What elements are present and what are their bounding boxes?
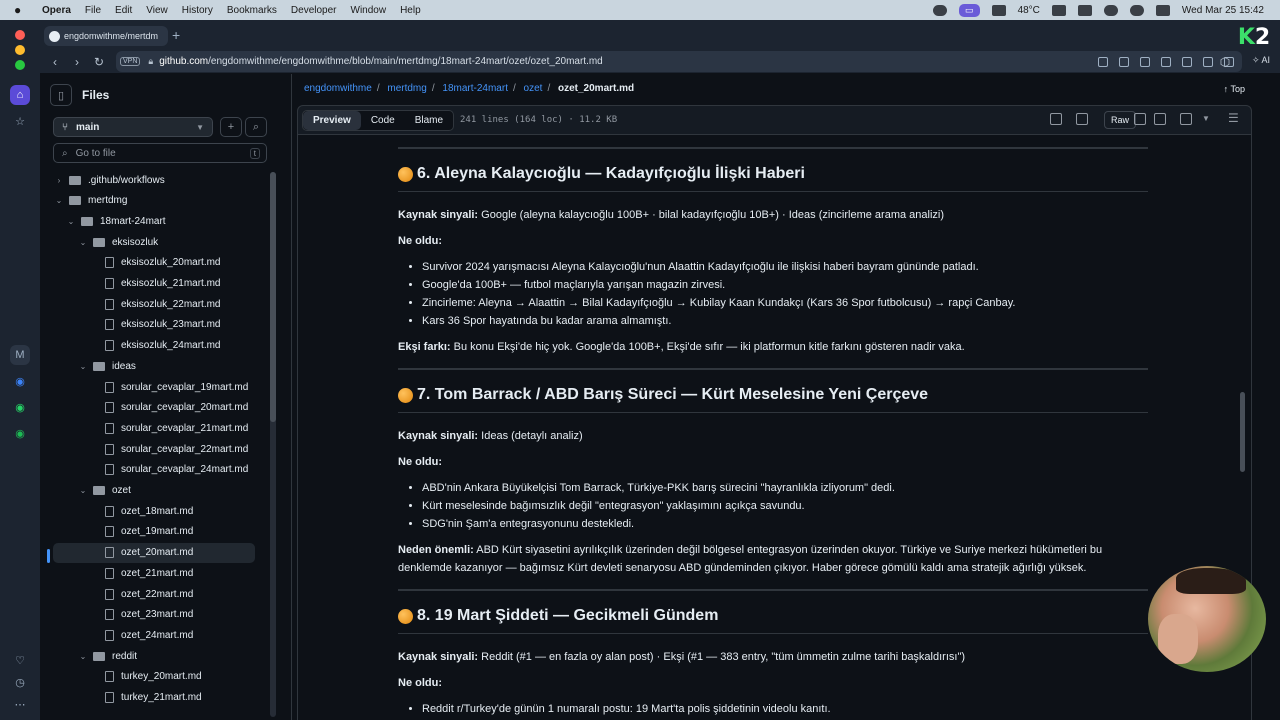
file-row[interactable] <box>53 460 255 480</box>
ai-button[interactable]: ✧ AI <box>1251 55 1270 65</box>
file-icon <box>105 547 114 558</box>
note-label: Neden önemli: <box>398 544 474 556</box>
back-icon[interactable]: ‹ <box>53 54 57 69</box>
file-row[interactable] <box>53 667 255 687</box>
edit-icon[interactable] <box>1180 113 1192 125</box>
file-icon <box>105 671 114 682</box>
send-icon[interactable] <box>1161 57 1171 67</box>
section-heading-text: 7. Tom Barrack / ABD Barış Süreci — Kürt Meselesine Yeni Çerçeve <box>417 386 929 403</box>
gmail-icon[interactable]: M <box>10 345 30 365</box>
close-window-icon[interactable] <box>15 30 25 40</box>
tree-item-label: mertdmg <box>88 195 128 207</box>
file-row[interactable] <box>53 563 255 583</box>
copilot-icon[interactable] <box>1076 113 1088 125</box>
hair <box>1176 568 1246 594</box>
folder-row[interactable] <box>53 481 255 501</box>
file-row[interactable] <box>53 501 255 521</box>
file-tree-panel <box>40 74 292 720</box>
tree-item-label: eksisozluk_21mart.md <box>121 278 221 289</box>
camera-icon[interactable] <box>1119 57 1129 67</box>
horizontal-rule <box>398 589 1148 591</box>
chevron-down-icon[interactable]: ⌄ <box>67 216 75 226</box>
orange-emoji-icon <box>398 609 413 624</box>
menu-history[interactable]: History <box>181 4 213 16</box>
extensions-icon[interactable]: ⬡ <box>1219 55 1231 69</box>
file-icon <box>105 423 114 434</box>
file-icon <box>105 340 114 351</box>
folder-icon <box>81 217 93 226</box>
new-tab-button[interactable]: + <box>172 27 181 43</box>
file-icon <box>105 506 114 517</box>
webcam-overlay <box>1148 566 1266 672</box>
orange-emoji-icon <box>398 388 413 403</box>
tab-title: engdomwithme/mertdm <box>64 31 159 41</box>
file-icon <box>105 464 114 475</box>
menu-developer[interactable]: Developer <box>290 4 337 16</box>
tree-item-label: .github/workflows <box>88 174 165 186</box>
collapse-sidebar-button[interactable]: ▯ <box>50 84 72 106</box>
file-icon <box>105 319 114 330</box>
folder-row[interactable] <box>53 232 255 252</box>
moon-icon[interactable] <box>1130 5 1144 16</box>
source-signal-label: Kaynak sinyali: <box>398 651 479 663</box>
tree-item-label: turkey_21mart.md <box>121 692 202 703</box>
menu-bar <box>0 0 1280 20</box>
section-heading-text: 8. 19 Mart Şiddeti — Gecikmeli Gündem <box>417 607 719 624</box>
bullet-list <box>398 479 1148 533</box>
breadcrumb-link[interactable]: 18mart-24mart <box>442 83 508 94</box>
tab-blame[interactable]: Blame <box>414 115 444 126</box>
chevron-right-icon[interactable]: › <box>57 175 61 185</box>
file-icon <box>105 278 114 289</box>
file-row[interactable] <box>53 315 255 335</box>
heart-icon[interactable] <box>1182 57 1192 67</box>
outline-icon[interactable]: ☰ <box>1228 111 1239 125</box>
list-item: • Survivor 2024 yarışmacısı Aleyna Kalaycıoğlu'nun Alaattin Kadayıfçıoğlu ile ilişkisi haberi bayram gününde patladı. <box>422 258 1148 276</box>
source-signal <box>398 206 1148 224</box>
folder-row[interactable] <box>53 211 255 231</box>
reload-icon[interactable]: ↻ <box>93 54 105 69</box>
tree-item-label: ozet_21mart.md <box>121 567 194 579</box>
file-row[interactable] <box>53 625 255 645</box>
markdown-content <box>297 135 1252 720</box>
source-signal <box>398 427 1148 445</box>
breadcrumb: engdomwithme / mertdmg / 18mart-24mart / ozet / ozet_20mart.md <box>304 83 635 94</box>
file-view <box>292 74 1280 720</box>
content-scrollbar[interactable] <box>1240 392 1245 472</box>
folder-row[interactable] <box>53 170 255 190</box>
note-text: Bu konu Ekşi'de hiç yok. Google'da 100B+, Ekşi'de sıfır — iki platformun kitle farkını gösteren nadir vaka. <box>453 341 965 353</box>
breadcrumb-link[interactable]: mertdmg <box>387 83 427 94</box>
menu-help[interactable]: Help <box>400 4 421 16</box>
folder-row[interactable] <box>53 191 255 211</box>
section-heading-text: 6. Aleyna Kalaycıoğlu — Kadayıfçıoğlu İlişki Haberi <box>417 165 805 182</box>
tree-item-label: sorular_cevaplar_21mart.md <box>121 422 249 434</box>
speed-dial-icon[interactable]: ☆ <box>15 115 25 128</box>
screen-record-icon[interactable]: ▭ <box>959 4 980 17</box>
menu-bookmarks[interactable]: Bookmarks <box>226 4 277 16</box>
more-icon[interactable]: ⋯ <box>14 698 26 711</box>
chevron-down-icon[interactable]: ⌄ <box>79 486 87 495</box>
what-happened-label: Ne oldu: <box>398 235 442 247</box>
tree-item-label: ozet_20mart.md <box>121 547 194 559</box>
section-note <box>398 338 1148 356</box>
list-item: • Kürt meselesinde bağımsızlık değil "entegrasyon" yaklaşımını açıkça savundu. <box>422 497 1148 515</box>
hand <box>1158 614 1198 664</box>
chevron-down-icon[interactable]: ⌄ <box>79 237 87 247</box>
branch-name: main <box>76 121 100 133</box>
adblock-icon[interactable] <box>1140 57 1150 67</box>
reader-icon[interactable] <box>1203 57 1213 67</box>
list-item: • Kars 36 Spor hayatında bu kadar arama almamıştı. <box>422 312 1148 330</box>
clock[interactable]: Wed Mar 25 15:42 <box>1181 4 1264 16</box>
raw-button[interactable]: Raw <box>1104 111 1136 129</box>
tree-item-label: ozet_19mart.md <box>121 526 194 538</box>
selection-indicator <box>47 549 50 563</box>
orange-emoji-icon <box>398 167 413 182</box>
apple-icon[interactable]: ● <box>14 3 22 17</box>
minimize-window-icon[interactable] <box>15 45 25 55</box>
keyboard-icon[interactable] <box>1052 5 1066 16</box>
opera-sidebar <box>0 20 40 720</box>
note-text: ABD Kürt siyasetini ayrılıkçılık üzerinden değil bölgesel entegrasyon üzerinden okuyor. Türkiye ve Suriye merkezi hükümetleri bu denklemde kazanıyor — bağımsız Kürt devleti senaryosu ABD gündeminden çıkıyor. Haber görece gömülü kaldı ama stratejik ağırlığı yüksek. <box>398 544 1103 574</box>
source-signal-text: Reddit (#1 — en fazla oy alan post) · Ekşi (#1 — 383 entry, "tüm ümmetin zulme tarihi başkaldırısı") <box>481 651 966 663</box>
tab-strip <box>40 20 1280 50</box>
zoom-window-icon[interactable] <box>15 60 25 70</box>
tree-item-label: ozet_23mart.md <box>121 609 194 621</box>
shield-icon[interactable] <box>992 5 1006 16</box>
what-happened <box>398 453 1148 471</box>
tree-item-label: sorular_cevaplar_22mart.md <box>121 443 249 455</box>
share-icon[interactable] <box>1098 57 1108 67</box>
source-signal-text: Ideas (detaylı analiz) <box>481 430 583 442</box>
tree-item-label: turkey_20mart.md <box>121 671 202 683</box>
temperature-readout[interactable]: 48°C <box>1017 4 1040 16</box>
bullet-list <box>398 258 1148 330</box>
source-signal-label: Kaynak sinyali: <box>398 430 479 442</box>
tree-item-label: ideas <box>112 360 136 372</box>
markdown-body <box>398 135 1148 718</box>
whatsapp-icon[interactable]: ◉ <box>15 401 25 414</box>
source-signal-label: Kaynak sinyali: <box>398 209 479 221</box>
folder-icon <box>93 652 105 661</box>
horizontal-rule <box>398 368 1148 370</box>
tree-item-label: ozet <box>112 485 131 496</box>
messenger-icon[interactable]: ◉ <box>15 375 25 388</box>
status-icon[interactable] <box>933 5 947 16</box>
tree-item-label: ozet_22mart.md <box>121 588 194 600</box>
file-row[interactable] <box>53 605 255 625</box>
tree-item-label: sorular_cevaplar_20mart.md <box>121 402 249 414</box>
folder-row[interactable] <box>53 646 255 666</box>
tree-item-label: eksisozluk_22mart.md <box>121 298 221 310</box>
forward-icon[interactable]: › <box>75 54 79 69</box>
what-happened-label: Ne oldu: <box>398 456 442 468</box>
list-item: • Google'da 100B+ — futbol maçlarıyla yarışan magazin zirvesi. <box>422 276 1148 294</box>
chevron-down-icon: ▼ <box>196 122 204 132</box>
battery-icon[interactable] <box>1078 5 1092 16</box>
file-icon <box>105 692 114 703</box>
source-signal <box>398 648 1148 666</box>
branch-selector[interactable] <box>53 117 213 137</box>
tree-item-label: reddit <box>112 650 138 662</box>
add-file-button[interactable]: + <box>220 117 242 137</box>
file-row[interactable] <box>53 336 255 356</box>
file-row[interactable] <box>53 584 255 604</box>
tab-code[interactable]: Code <box>370 115 395 126</box>
files-title: Files <box>82 88 110 102</box>
url-text[interactable]: github.com/engdomwithme/engdomwithme/blob/main/mertdmg/18mart-24mart/ozet/ozet_20mart.md <box>159 56 603 67</box>
spotify-icon[interactable]: ◉ <box>15 427 25 440</box>
folder-icon <box>93 238 105 247</box>
note-label: Ekşi farkı: <box>398 341 451 353</box>
file-info: 241 lines (164 loc) · 11.2 KB <box>460 115 618 125</box>
file-row[interactable] <box>53 688 255 708</box>
tree-item-label: 18mart-24mart <box>100 215 166 227</box>
search-button[interactable]: ⌕ <box>245 117 267 137</box>
file-toolbar <box>297 105 1252 135</box>
top-button[interactable]: ↑ Top <box>1223 84 1245 94</box>
folder-icon <box>93 486 105 495</box>
branch-icon: ⑂ <box>62 121 68 133</box>
control-center-icon[interactable] <box>1156 5 1170 16</box>
menu-edit[interactable]: Edit <box>115 4 133 16</box>
list-item: • Zincirleme: Aleyna → Alaattin → Bilal Kadayıfçıoğlu → Kubilay Kaan Kundakçı (Kars 36 Spor futbolcusu) → rapçi Canbay. <box>422 294 1148 312</box>
tree-item-label: ozet_24mart.md <box>121 629 194 641</box>
list-item: • Reddit r/Turkey'de günün 1 numaralı postu: 19 Mart'ta polis şiddetinin videolu kanıtı. <box>422 700 1148 718</box>
chevron-down-icon[interactable]: ⌄ <box>79 651 87 661</box>
file-row[interactable] <box>53 377 255 397</box>
tree-item-label: eksisozluk <box>112 236 159 248</box>
history-icon[interactable]: ◷ <box>15 676 25 689</box>
browser-tab[interactable] <box>44 26 168 46</box>
file-icon <box>105 589 114 600</box>
section-note <box>398 541 1148 577</box>
shortcut-key: t <box>250 148 260 159</box>
source-signal-text: Google (aleyna kalaycıoğlu 100B+ · bilal kadayıfçıoğlu 10B+) · Ideas (zincirleme arama analizi) <box>481 209 945 221</box>
file-icon <box>105 257 114 268</box>
menu-view[interactable]: View <box>146 4 168 16</box>
heart-icon[interactable]: ♡ <box>15 654 25 667</box>
file-icon <box>105 630 114 641</box>
folder-icon <box>69 176 81 185</box>
file-row[interactable] <box>53 253 255 273</box>
copy-icon[interactable] <box>1134 113 1146 125</box>
folder-icon <box>69 196 81 205</box>
home-icon[interactable]: ⌂ <box>10 85 30 105</box>
file-row[interactable] <box>53 418 255 438</box>
tab-preview[interactable]: Preview <box>303 111 361 130</box>
file-row[interactable] <box>53 522 255 542</box>
what-happened-label: Ne oldu: <box>398 677 442 689</box>
file-icon <box>105 382 114 393</box>
go-to-file-input[interactable] <box>53 143 267 163</box>
lock-icon[interactable]: 🔒︎ <box>148 56 154 66</box>
github-icon <box>49 31 60 42</box>
file-tree-scrollbar[interactable] <box>270 172 276 717</box>
breadcrumb-link[interactable]: ozet <box>523 83 543 94</box>
menu-file[interactable]: File <box>84 4 102 16</box>
go-to-file-placeholder: Go to file <box>75 147 116 159</box>
list-item: • ABD'nin Ankara Büyükelçisi Tom Barrack, Türkiye-PKK barış sürecini "hayranlıkla izliyorum" dedi. <box>422 479 1148 497</box>
file-icon <box>105 526 114 537</box>
horizontal-rule <box>398 147 1148 149</box>
file-row[interactable] <box>53 274 255 294</box>
menu-window[interactable]: Window <box>350 4 387 16</box>
chevron-down-icon[interactable]: ⌄ <box>79 361 87 371</box>
file-icon <box>105 609 114 620</box>
bullet-list <box>398 700 1148 718</box>
tree-item-label: ozet_18mart.md <box>121 505 194 517</box>
vpn-badge[interactable]: VPN <box>120 57 140 66</box>
what-happened <box>398 232 1148 250</box>
tree-item-label: sorular_cevaplar_19mart.md <box>121 381 249 393</box>
what-happened <box>398 674 1148 692</box>
file-row[interactable] <box>53 398 255 418</box>
tree-item-label: sorular_cevaplar_24mart.md <box>121 464 249 476</box>
menu-app-opera[interactable]: Opera <box>42 4 71 16</box>
file-icon <box>105 402 114 413</box>
url-field[interactable] <box>116 51 1242 72</box>
chevron-down-icon[interactable]: ⌄ <box>55 196 63 206</box>
open-folder-icon[interactable] <box>1050 113 1062 125</box>
section-heading <box>398 163 1148 192</box>
breadcrumb-current: ozet_20mart.md <box>558 83 635 94</box>
file-row[interactable] <box>53 543 255 563</box>
file-icon <box>105 444 114 455</box>
breadcrumb-link[interactable]: engdomwithme <box>304 83 372 94</box>
play-icon[interactable] <box>1104 5 1118 16</box>
file-icon <box>105 568 114 579</box>
list-item: • SDG'nin Şam'a entegrasyonunu destekledi. <box>422 515 1148 533</box>
section-heading <box>398 605 1148 634</box>
file-icon <box>105 299 114 310</box>
tree-item-label: eksisozluk_23mart.md <box>121 319 221 331</box>
view-tabs <box>302 110 454 131</box>
tree-item-label: eksisozluk_24mart.md <box>121 340 221 352</box>
tree-item-label: eksisozluk_20mart.md <box>121 257 221 269</box>
chevron-down-icon[interactable]: ▼ <box>1202 114 1210 123</box>
section-heading <box>398 384 1148 413</box>
folder-icon <box>93 362 105 371</box>
file-row[interactable] <box>53 439 255 459</box>
file-row[interactable] <box>53 294 255 314</box>
search-icon: ⌕ <box>62 147 68 159</box>
address-bar <box>40 50 1280 73</box>
folder-row[interactable] <box>53 356 255 376</box>
download-icon[interactable] <box>1154 113 1166 125</box>
k2-logo: K 2 <box>1237 24 1271 50</box>
